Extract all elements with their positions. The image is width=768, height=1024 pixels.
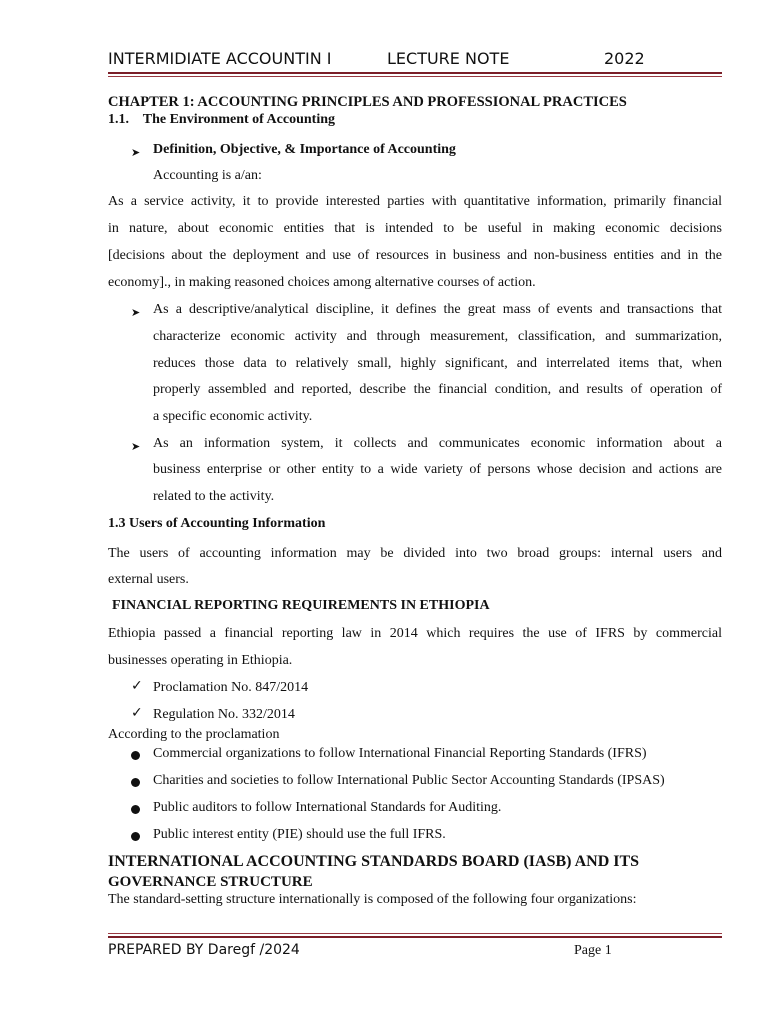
according-label: According to the proclamation	[108, 727, 280, 742]
header-year: 2022	[604, 49, 645, 68]
filled-circle-icon	[131, 751, 140, 760]
descriptive-bullet-line: reduces those data to relatively small, highly significant, and interrelated items that, when	[153, 356, 722, 371]
filled-circle-icon	[131, 832, 140, 841]
iasb-heading-line2: GOVERNANCE STRUCTURE	[108, 874, 313, 890]
proclamation-bullet: Charities and societies to follow International Public Sector Accounting Standards (IPSAS)	[153, 773, 665, 788]
header-doc-type: LECTURE NOTE	[387, 49, 510, 68]
users-heading: 1.3 Users of Accounting Information	[108, 516, 326, 531]
footer-rule-thin	[108, 933, 722, 934]
check-item-proclamation: Proclamation No. 847/2014	[153, 680, 309, 695]
ethiopia-heading: FINANCIAL REPORTING REQUIREMENTS IN ETHIOPIA	[112, 598, 490, 613]
filled-circle-icon	[131, 778, 140, 787]
definition-heading: Definition, Objective, & Importance of Accounting	[153, 142, 456, 157]
footer-rule	[108, 936, 722, 938]
ethiopia-para-line: Ethiopia passed a financial reporting law in 2014 which requires the use of IFRS by commercial	[108, 626, 722, 641]
section-heading-1-1: 1.1. The Environment of Accounting	[108, 112, 336, 127]
descriptive-bullet-line: As a descriptive/analytical discipline, it defines the great mass of events and transactions that	[153, 302, 722, 317]
descriptive-bullet-line: a specific economic activity.	[153, 409, 313, 424]
footer-prepared-by: PREPARED BY Daregf /2024	[108, 942, 300, 958]
descriptive-bullet-line: characterize economic activity and through measurement, classification, and summarization,	[153, 329, 722, 344]
proclamation-bullet: Public auditors to follow International Standards for Auditing.	[153, 800, 502, 815]
chapter-title: CHAPTER 1: ACCOUNTING PRINCIPLES AND PROFESSIONAL PRACTICES	[108, 94, 627, 110]
checkmark-icon: ✓	[131, 705, 143, 721]
service-para-line: As a service activity, it to provide interested parties with quantitative information, primarily financial	[108, 194, 722, 209]
arrowhead-bullet-icon: ➤	[131, 146, 141, 159]
footer-page-number: Page 1	[574, 943, 612, 958]
information-bullet-line: related to the activity.	[153, 489, 275, 504]
service-para-line: in nature, about economic entities that is intended to be useful in making economic decisions	[108, 221, 722, 236]
proclamation-bullet: Public interest entity (PIE) should use the full IFRS.	[153, 827, 446, 842]
arrowhead-bullet-icon: ➤	[131, 440, 141, 453]
header-rule	[108, 72, 722, 74]
information-bullet-line: business enterprise or other entity to a wide variety of persons whose decision and actions are	[153, 462, 722, 477]
iasb-para: The standard-setting structure internationally is composed of the following four organizations:	[108, 892, 637, 907]
iasb-heading-line1: INTERNATIONAL ACCOUNTING STANDARDS BOARD (IASB) AND ITS	[108, 853, 640, 870]
header-course: INTERMIDIATE ACCOUNTIN I	[108, 49, 332, 68]
checkmark-icon: ✓	[131, 678, 143, 694]
proclamation-bullet: Commercial organizations to follow International Financial Reporting Standards (IFRS)	[153, 746, 647, 761]
users-para-line: external users.	[108, 572, 189, 587]
header-rule-thin	[108, 76, 722, 77]
information-bullet-line: As an information system, it collects and communicates economic information about a	[153, 436, 722, 451]
users-para-line: The users of accounting information may be divided into two broad groups: internal users and	[108, 546, 722, 561]
filled-circle-icon	[131, 805, 140, 814]
service-para-line: economy]., in making reasoned choices among alternative courses of action.	[108, 275, 536, 290]
service-para-line: [decisions about the deployment and use of resources in business and non-business entities and in the	[108, 248, 722, 263]
descriptive-bullet-line: properly assembled and reported, describe the financial condition, and results of operation of	[153, 382, 722, 397]
ethiopia-para-line: businesses operating in Ethiopia.	[108, 653, 293, 668]
accounting-is-label: Accounting is a/an:	[153, 168, 262, 183]
arrowhead-bullet-icon: ➤	[131, 306, 141, 319]
check-item-regulation: Regulation No. 332/2014	[153, 707, 295, 722]
